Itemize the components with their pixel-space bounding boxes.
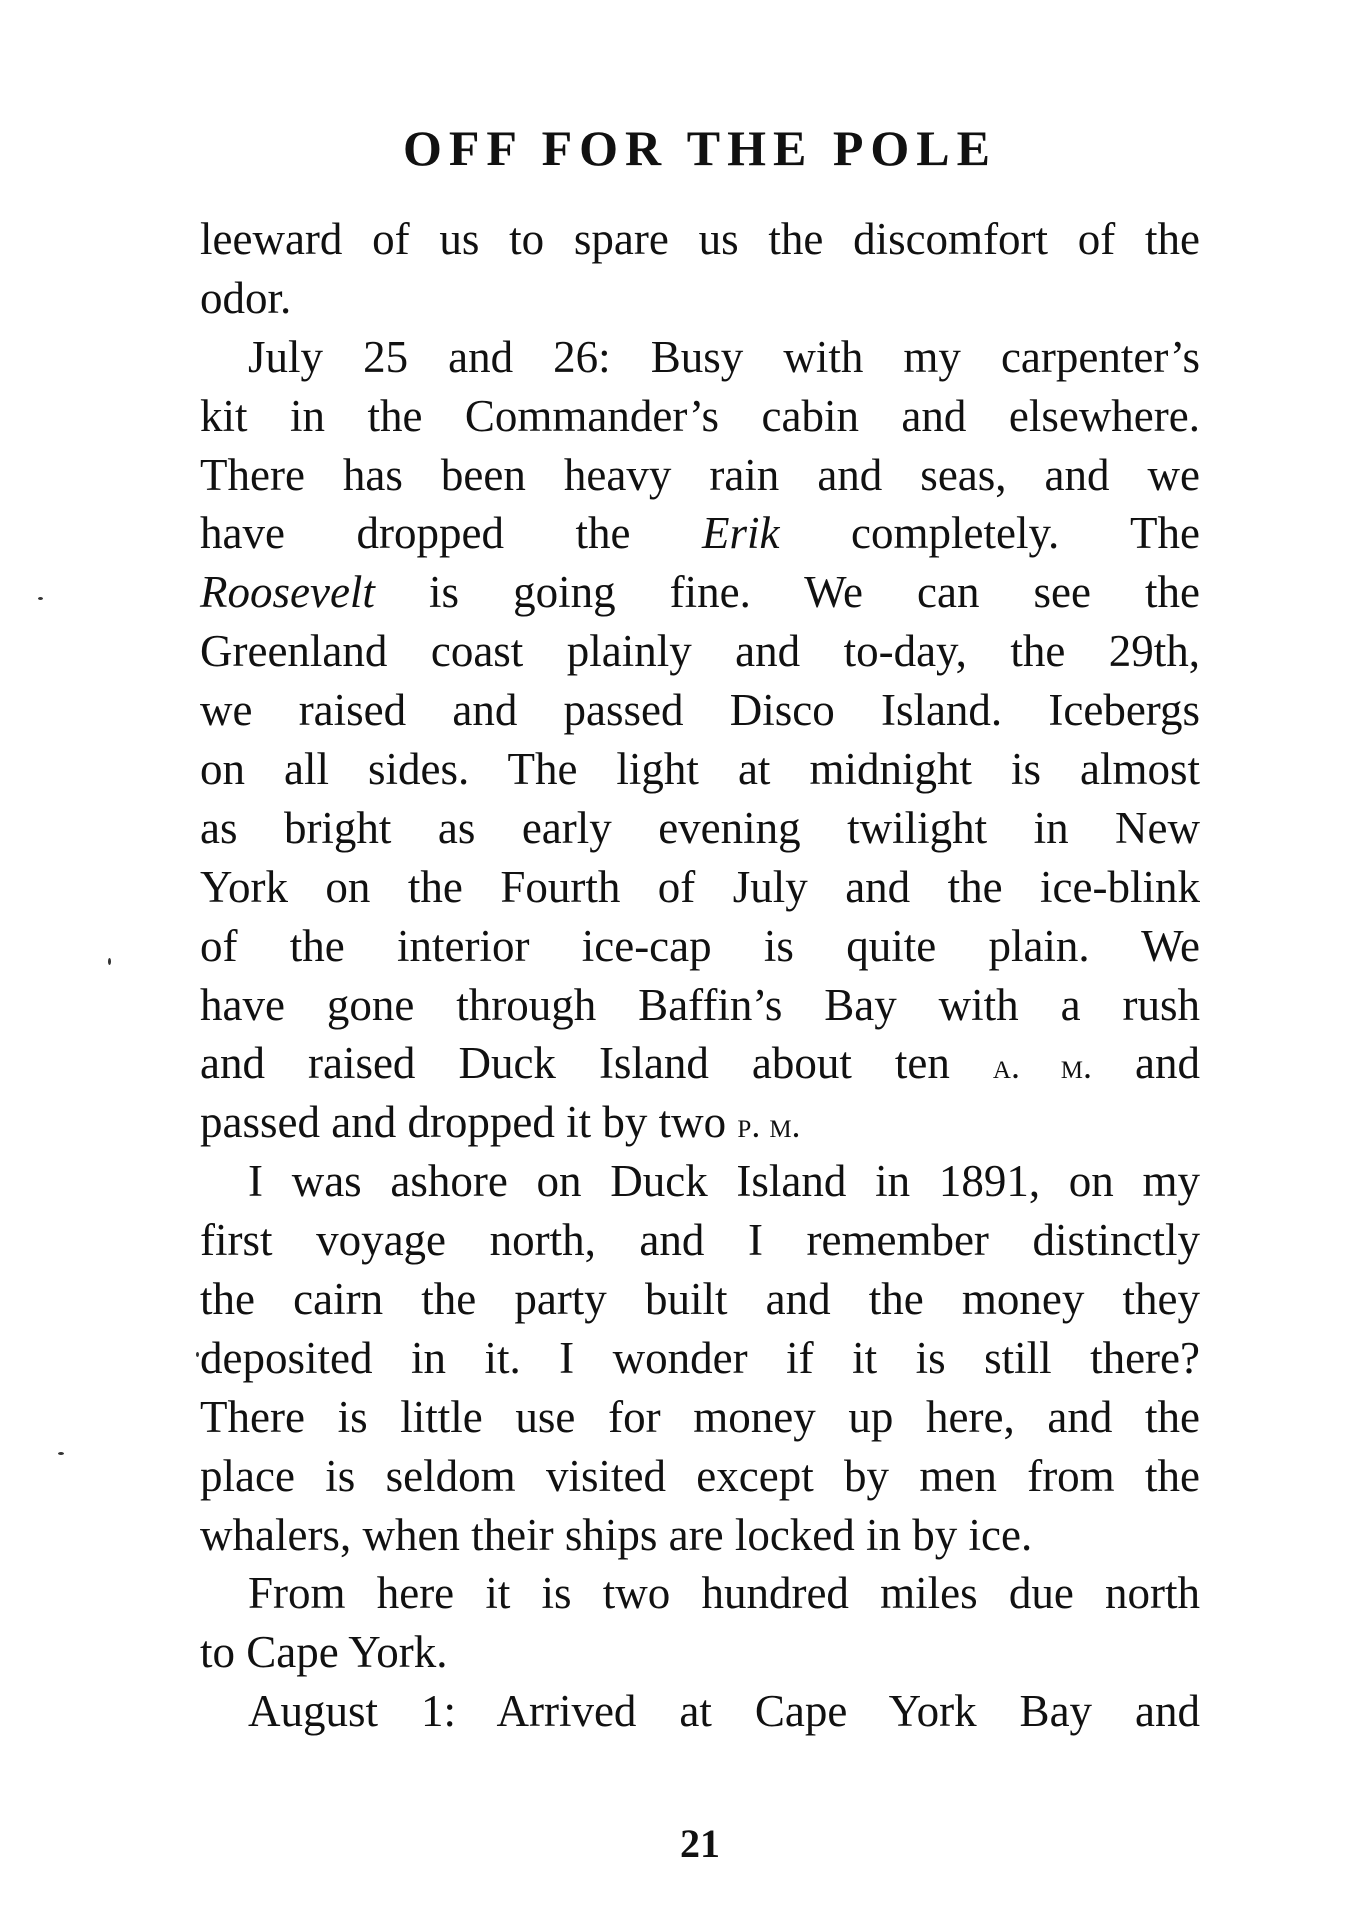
text-run: have dropped the [200,508,703,559]
text-line: on all sides. The light at midnight is almost [200,744,1200,795]
text-line: place is seldom visited except by men from the [200,1450,1200,1501]
text-line: leeward of us to spare us the discomfort of the [200,214,1200,264]
text-line: to Cape York. [200,1627,448,1678]
text-line: of the interior ice-cap is quite plain. We [200,920,1200,971]
text-line: as bright as early evening twilight in New [200,802,1200,853]
text-line: we raised and passed Disco Island. Icebergs [200,685,1200,736]
text-line: Greenland coast plainly and to-day, the 29th, [200,626,1200,677]
text-run: completely. The [779,508,1200,559]
body-text [200,210,1200,1741]
ship-name-erik: Erik [702,508,780,559]
text-line: kit in the Commander’s cabin and elsewhere. [200,390,1200,441]
text-line: I was ashore on Duck Island in 1891, on my [248,1156,1200,1207]
time-pm: p. m. [737,1105,801,1146]
text-run: passed and dropped it by two [200,1097,738,1148]
text-line: first voyage north, and I remember distinctly [200,1215,1200,1266]
text-line: August 1: Arrived at Cape York Bay and [248,1686,1200,1737]
text-line: York on the Fourth of July and the ice-blink [200,861,1200,912]
scan-speck [108,958,111,965]
text-line: There has been heavy rain and seas, and we [200,449,1200,500]
text-line [200,504,1200,563]
text-line: There is little use for money up here, and the [200,1391,1200,1442]
text-line: From here it is two hundred miles due north [248,1568,1200,1619]
text-run: and raised Duck Island about ten [200,1038,993,1089]
text-line: have gone through Baffin’s Bay with a rush [200,979,1200,1030]
text-line: deposited in it. I wonder if it is still there? [200,1332,1200,1383]
scan-speck [196,1352,199,1357]
page-number: 21 [680,1821,720,1866]
scan-speck [58,1452,64,1455]
text-line: July 25 and 26: Busy with my carpenter’s [248,331,1200,382]
text-line [200,1093,1200,1152]
ship-name-roosevelt: Roosevelt [200,567,375,618]
scan-speck [38,597,43,600]
text-line: the cairn the party built and the money they [200,1274,1200,1325]
text-line: odor. [200,272,292,323]
time-am: a. m. [992,1046,1092,1087]
text-line [200,563,1200,622]
text-line: whalers, when their ships are locked in by ice. [200,1509,1033,1560]
text-run: and [1091,1038,1200,1089]
text-run: is going fine. We can see the [374,567,1200,618]
running-head: OFF FOR THE POLE [403,120,997,176]
text-line [200,1034,1200,1093]
